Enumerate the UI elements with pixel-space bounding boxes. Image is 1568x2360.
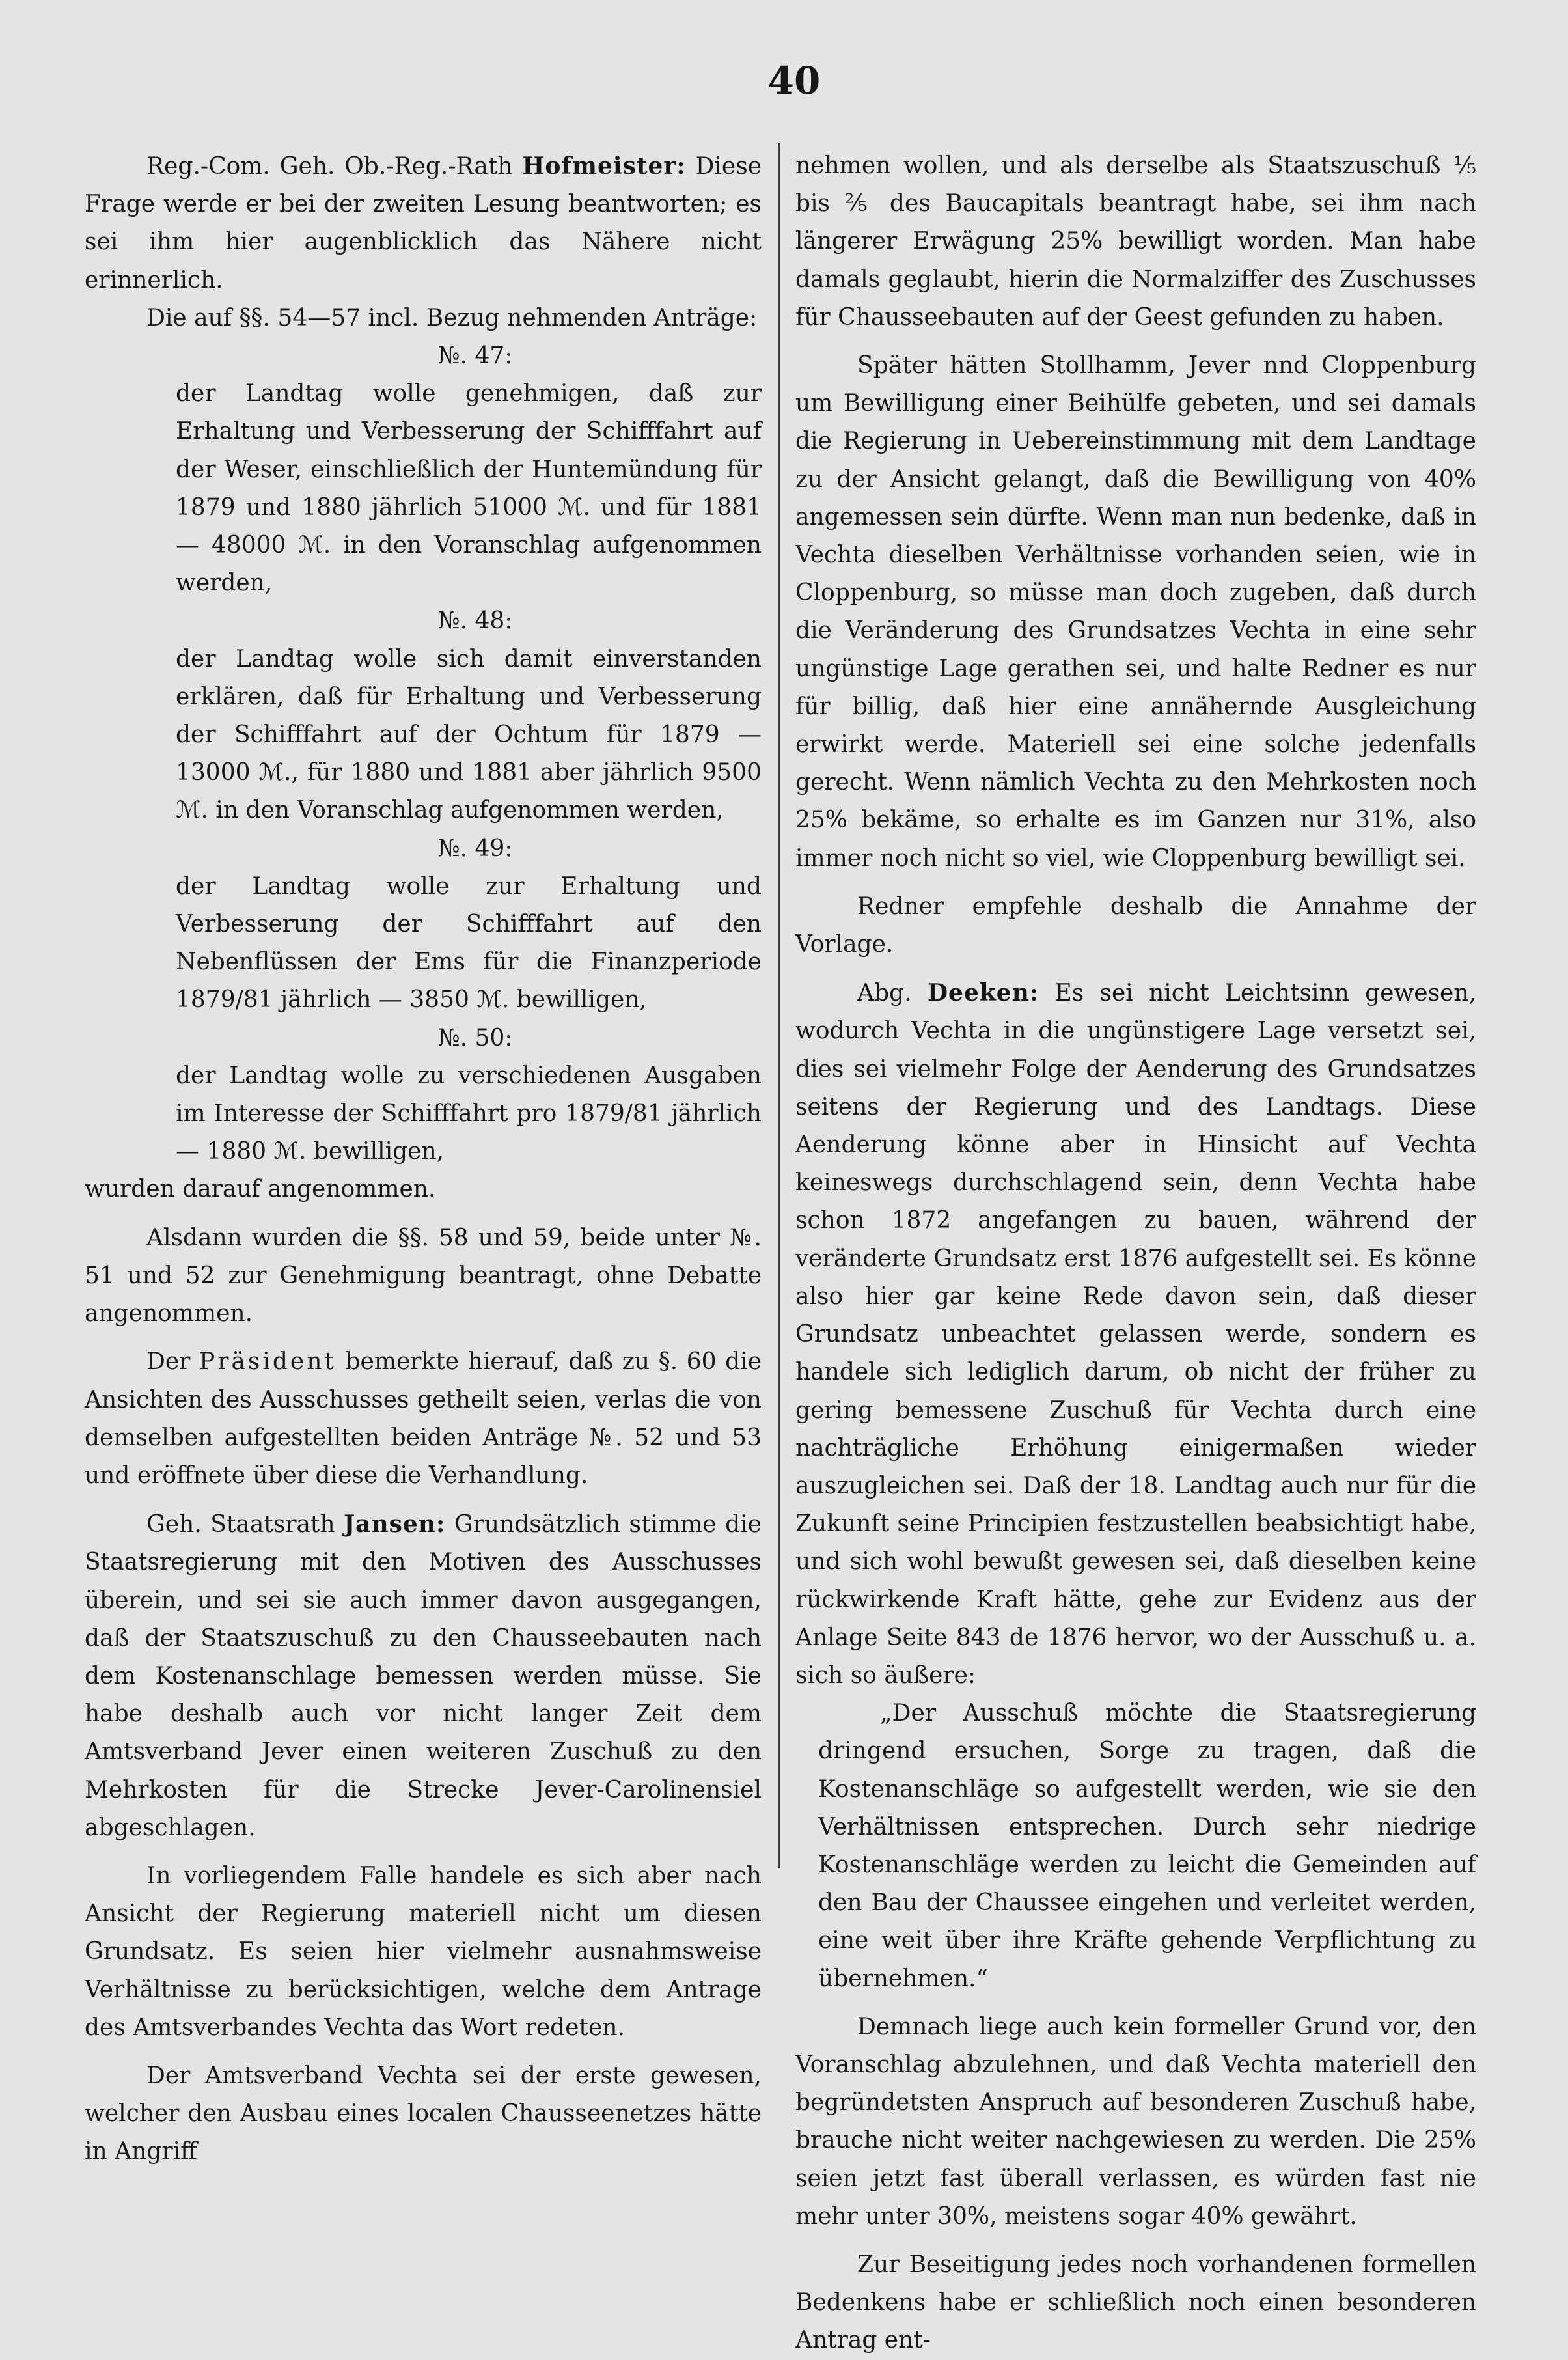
left-column	[85, 147, 762, 2171]
speaker-name: Hofmeister:	[522, 152, 686, 180]
motion-number: №. 49:	[437, 835, 513, 862]
paragraph: wurden darauf angenommen.	[85, 1176, 436, 1203]
speaker-title: Abg.	[857, 980, 928, 1007]
right-column	[795, 147, 1476, 2360]
paragraph: Zur Beseitigung jedes noch vorhandenen formellen Bedenkens habe er schließlich noch einen besonderen Antrag ent-	[795, 2251, 1476, 2354]
column-divider	[778, 143, 780, 1868]
motion-text: der Landtag wolle genehmigen, daß zur Erhaltung und Verbesserung der Schifffahrt auf der Weser, einschließlich der Huntemündung für 1879 und 1880 jährlich 51000 ℳ. und für 1881 — 48000 ℳ. in den Voranschlag aufgenommen werden,	[176, 380, 762, 597]
motion-number: №. 48:	[437, 607, 513, 635]
paragraph: Demnach liege auch kein formeller Grund vor, den Voranschlag abzulehnen, und daß Vechta materiell den begründetsten Anspruch auf besonderen Zuschuß habe, brauche nicht weiter nachgewiesen zu werden. Die 25% seien jetzt fast überall verlassen, es würden fast nie mehr unter 30%, meistens sogar 40% gewährt.	[795, 2013, 1476, 2230]
paragraph: Alsdann wurden die §§. 58 und 59, beide unter №. 51 und 52 zur Genehmigung beantragt, ohne Debatte angenommen.	[85, 1224, 762, 1327]
speaker-title: Geh. Staatsrath	[146, 1511, 344, 1538]
motion-number: №. 47:	[437, 342, 513, 370]
paragraph: nehmen wollen, und als derselbe als Staatszuschuß ⅕ bis ⅖ des Baucapitals beantragt habe, sei ihm nach längerer Erwägung 25% bewilligt worden. Man habe damals geglaubt, hierin die Normalziffer des Zuschusses für Chausseebauten auf der Geest gefunden zu haben.	[795, 152, 1476, 331]
paragraph-text: Diese Frage werde er bei der zweiten Lesung beantworten; es sei ihm hier augenblicklich das Nähere nicht erinnerlich.	[85, 153, 762, 294]
paragraph: Redner empfehle deshalb die Annahme der Vorlage.	[795, 893, 1476, 958]
motion-number: №. 50:	[437, 1024, 513, 1051]
speaker-name: Deeken:	[927, 979, 1039, 1007]
paragraph-prefix: Der	[146, 1348, 199, 1376]
paragraph	[795, 974, 1476, 1695]
speaker-title: Reg.-Com. Geh. Ob.-Reg.-Rath	[146, 153, 523, 180]
block-quote: „Der Ausschuß möchte die Staatsregierung dringend ersuchen, Sorge zu tragen, daß die Kostenanschläge so aufgestellt werden, wie sie den Verhältnissen entsprechen. Durch sehr niedrige Kostenanschläge werden zu leicht die Gemeinden auf den Bau der Chaussee eingehen und verleitet werden, eine weit über ihre Kräfte gehende Verpflichtung zu übernehmen.“	[818, 1700, 1476, 1992]
paragraph-text: Es sei nicht Leichtsinn gewesen, wodurch Vechta in die ungünstigere Lage versetzt sei, dies sei vielmehr Folge der Aenderung des Grundsatzes seitens der Regierung und des Landtags. Diese Aenderung könne aber in Hinsicht auf Vechta keineswegs durchschlagend sein, denn Vechta habe schon 1872 angefangen zu bauen, während der veränderte Grundsatz erst 1876 aufgestellt sei. Es könne also hier gar keine Rede davon sein, daß dieser Grundsatz unbeachtet gelassen werde, sondern es handele sich lediglich darum, ob nicht der früher zu gering bemessene Zuschuß für Vechta durch eine nachträgliche Erhöhung einigermaßen wieder auszugleichen sei. Daß der 18. Landtag auch nur für die Zukunft seine Principien festzustellen beabsichtigt habe, und sich wohl bewußt gewesen sei, daß dieselben keine rückwirkende Kraft hätte, gehe zur Evidenz aus der Anlage Seite 843 de 1876 hervor, wo der Ausschuß u. a. sich so äußere:	[795, 980, 1476, 1689]
motion-text: der Landtag wolle zur Erhaltung und Verbesserung der Schifffahrt auf den Nebenflüssen der Ems für die Finanzperiode 1879/81 jährlich — 3850 ℳ. bewilligen,	[176, 872, 762, 1014]
paragraph	[85, 1505, 762, 1847]
motion-text: der Landtag wolle zu verschiedenen Ausgaben im Interesse der Schifffahrt pro 1879/81 jährlich — 1880 ℳ. bewilligen,	[176, 1062, 762, 1165]
paragraph: Die auf §§. 54—57 incl. Bezug nehmenden Anträge:	[146, 304, 758, 331]
page-number: 40	[767, 59, 821, 103]
paragraph	[85, 147, 762, 299]
paragraph-text: bemerkte hierauf, daß zu §. 60 die Ansichten des Ausschusses getheilt seien, verlas die von demselben aufgestellten beiden Anträge №. 52 und 53 und eröffnete über diese die Verhandlung.	[85, 1348, 762, 1489]
motion-text: der Landtag wolle sich damit einverstanden erklären, daß für Erhaltung und Verbesserung der Schifffahrt auf der Ochtum für 1879 — 13000 ℳ., für 1880 und 1881 aber jährlich 9500 ℳ. in den Voranschlag aufgenommen werden,	[176, 645, 762, 824]
paragraph	[85, 1343, 762, 1495]
speaker-name: Präsident	[199, 1348, 337, 1376]
paragraph: In vorliegendem Falle handele es sich aber nach Ansicht der Regierung materiell nicht um diesen Grundsatz. Es seien hier vielmehr ausnahmsweise Verhältnisse zu berücksichtigen, welche dem Antrage des Amtsverbandes Vechta das Wort redeten.	[85, 1862, 762, 2041]
paragraph-text: Grundsätzlich stimme die Staatsregierung mit den Motiven des Ausschusses überein, und sei sie auch immer davon ausgegangen, daß der Staatszuschuß zu den Chausseebauten nach dem Kostenanschlage bemessen werden müsse. Sie habe deshalb auch vor nicht langer Zeit dem Amtsverband Jever einen weiteren Zuschuß zu den Mehrkosten für die Strecke Jever-Carolinensiel abgeschlagen.	[85, 1511, 762, 1841]
speaker-name: Jansen:	[344, 1510, 446, 1538]
paragraph: Der Amtsverband Vechta sei der erste gewesen, welcher den Ausbau eines localen Chausseenetzes hätte in Angriff	[85, 2062, 762, 2165]
paragraph: Später hätten Stollhamm, Jever nnd Cloppenburg um Bewilligung einer Beihülfe gebeten, und sei damals die Regierung in Uebereinstimmung mit dem Landtage zu der Ansicht gelangt, daß die Bewilligung von 40% angemessen sein dürfte. Wenn man nun bedenke, daß in Vechta dieselben Verhältnisse vorhanden seien, wie in Cloppenburg, so müsse man doch zugeben, daß durch die Veränderung des Grundsatzes Vechta in eine sehr ungünstige Lage gerathen sei, und halte Redner es nur für billig, daß hier eine annähernde Ausgleichung erwirkt werde. Materiell sei eine solche jedenfalls gerecht. Wenn nämlich Vechta zu den Mehrkosten noch 25% bekäme, so erhalte es im Ganzen nur 31%, also immer noch nicht so viel, wie Cloppenburg bewilligt sei.	[795, 352, 1476, 872]
